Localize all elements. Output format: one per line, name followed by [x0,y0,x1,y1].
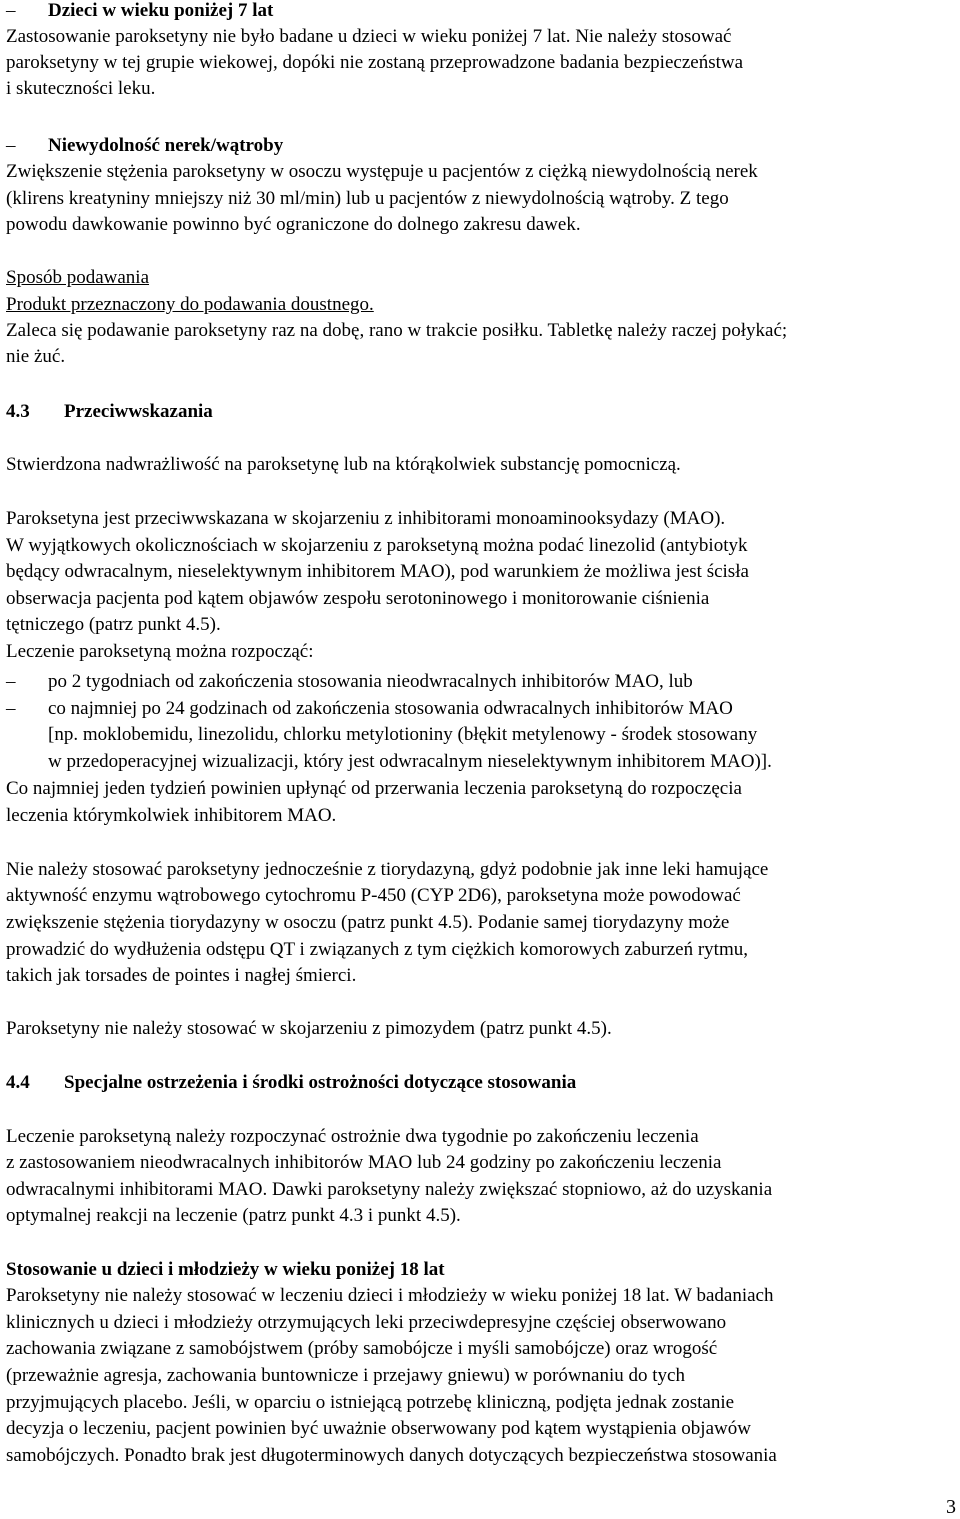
paragraph-line: Nie należy stosować paroksetyny jednocześnie z tiorydazyną, gdyż podobnie jak inne leki hamujące [6,859,769,880]
administration-heading: Sposób podawania [6,267,150,288]
paragraph-line: odwracalnymi inhibitorami MAO. Dawki paroksetyny należy zwiększać stopniowo, aż do uzyskania [6,1179,773,1200]
paragraph-line: samobójczych. Ponadto brak jest długoterminowych danych dotyczących bezpieczeństwa stosowania [6,1445,777,1466]
paragraph-line: W wyjątkowych okolicznościach w skojarzeniu z paroksetyną można podać linezolid (antybiotyk [6,535,748,556]
paragraph-line: (klirens kreatyniny mniejszy niż 30 ml/min) lub u pacjentów z niewydolnością wątroby. Z tego [6,188,729,209]
list-item: po 2 tygodniach od zakończenia stosowania nieodwracalnych inhibitorów MAO, lub [48,671,693,692]
paragraph-line: Co najmniej jeden tydzień powinien upłynąć od przerwania leczenia paroksetyną do rozpoczęcia [6,778,742,799]
dash-bullet: – [6,135,16,156]
list-item: co najmniej po 24 godzinach od zakończenia stosowania odwracalnych inhibitorów MAO [48,698,733,719]
paragraph-line: Stwierdzona nadwrażliwość na paroksetynę lub na którąkolwiek substancję pomocniczą. [6,454,681,475]
paragraph-line: aktywność enzymu wątrobowego cytochromu P-450 (CYP 2D6), paroksetyna może powodować [6,885,741,906]
paragraph-line: takich jak torsades de pointes i nagłej śmierci. [6,965,357,986]
paragraph-line: Paroksetyny nie należy stosować w leczeniu dzieci i młodzieży w wieku poniżej 18 lat. W badaniach [6,1285,774,1306]
paragraph-line: tętniczego (patrz punkt 4.5). [6,614,221,635]
paragraph-line: nie żuć. [6,346,66,367]
paragraph-line: Leczenie paroksetyną można rozpocząć: [6,641,314,662]
paragraph-line: Leczenie paroksetyną należy rozpoczynać ostrożnie dwa tygodnie po zakończeniu leczenia [6,1126,699,1147]
paragraph-line: zachowania związane z samobójstwem (próby samobójcze i myśli samobójcze) oraz wrogość [6,1338,718,1359]
paragraph-line: paroksetyny w tej grupie wiekowej, dopóki nie zostaną przeprowadzone badania bezpieczeństwa [6,52,744,73]
paragraph-line: Zwiększenie stężenia paroksetyny w osoczu występuje u pacjentów z ciężką niewydolnością nerek [6,161,758,182]
paragraph-line: obserwacja pacjenta pod kątem objawów zespołu serotoninowego i monitorowanie ciśnienia [6,588,710,609]
under18-heading: Stosowanie u dzieci i młodzieży w wieku poniżej 18 lat [6,1259,445,1280]
paragraph-line: Zaleca się podawanie paroksetyny raz na dobę, rano w trakcie posiłku. Tabletkę należy raczej połykać; [6,320,788,341]
renal-hepatic-heading: Niewydolność nerek/wątroby [48,135,284,156]
paragraph-line: Paroksetyny nie należy stosować w skojarzeniu z pimozydem (patrz punkt 4.5). [6,1018,612,1039]
paragraph-line: optymalnej reakcji na leczenie (patrz punkt 4.3 i punkt 4.5). [6,1205,461,1226]
paragraph-line: z zastosowaniem nieodwracalnych inhibitorów MAO lub 24 godziny po zakończeniu leczenia [6,1152,722,1173]
paragraph-line: Paroksetyna jest przeciwwskazana w skojarzeniu z inhibitorami monoaminooksydazy (MAO). [6,508,726,529]
paragraph-line: decyzja o leczeniu, pacjent powinien być uważnie obserwowany pod kątem wystąpienia objawów [6,1418,751,1439]
paragraph-line: Zastosowanie paroksetyny nie było badane u dzieci w wieku poniżej 7 lat. Nie należy stosować [6,26,732,47]
section-number: 4.3 [6,401,30,422]
paragraph-line: i skuteczności leku. [6,78,156,99]
dash-bullet: – [6,698,16,719]
paragraph-line: zwiększenie stężenia tiorydazyny w osoczu (patrz punkt 4.5). Podanie samej tiorydazyny może [6,912,730,933]
list-item-continuation: w przedoperacyjnej wizualizacji, który jest odwracalnym nieselektywnym inhibitorem MAO)]. [48,751,772,772]
section-title: Specjalne ostrzeżenia i środki ostrożności dotyczące stosowania [64,1072,577,1093]
section-title: Przeciwwskazania [64,401,213,422]
paragraph-line: Produkt przeznaczony do podawania doustnego. [6,294,374,315]
paragraph-line: prowadzić do wydłużenia odstępu QT i związanych z tym ciężkich komorowych zaburzeń rytmu, [6,939,748,960]
paragraph-line: (przeważnie agresja, zachowania buntownicze i przejawy gniewu) w porównaniu do tych [6,1365,685,1386]
list-item-continuation: [np. moklobemidu, linezolidu, chlorku metylotioniny (błękit metylenowy - środek stosowany [48,724,758,745]
section-number: 4.4 [6,1072,30,1093]
paragraph-line: będący odwracalnym, nieselektywnym inhibitorem MAO), pod warunkiem że możliwa jest ścisła [6,561,749,582]
paragraph-line: powodu dawkowanie powinno być ograniczone do dolnego zakresu dawek. [6,214,581,235]
page-number: 3 [946,1496,956,1518]
dash-bullet: – [6,0,16,21]
paragraph-line: leczenia którymkolwiek inhibitorem MAO. [6,805,337,826]
dash-bullet: – [6,671,16,692]
paragraph-line: przyjmujących placebo. Jeśli, w oparciu o istniejącą potrzebę kliniczną, podjęta jednak zostanie [6,1392,735,1413]
children-under7-heading: Dzieci w wieku poniżej 7 lat [48,0,274,21]
paragraph-line: klinicznych u dzieci i młodzieży otrzymujących leki przeciwdepresyjne częściej obserwowano [6,1312,727,1333]
